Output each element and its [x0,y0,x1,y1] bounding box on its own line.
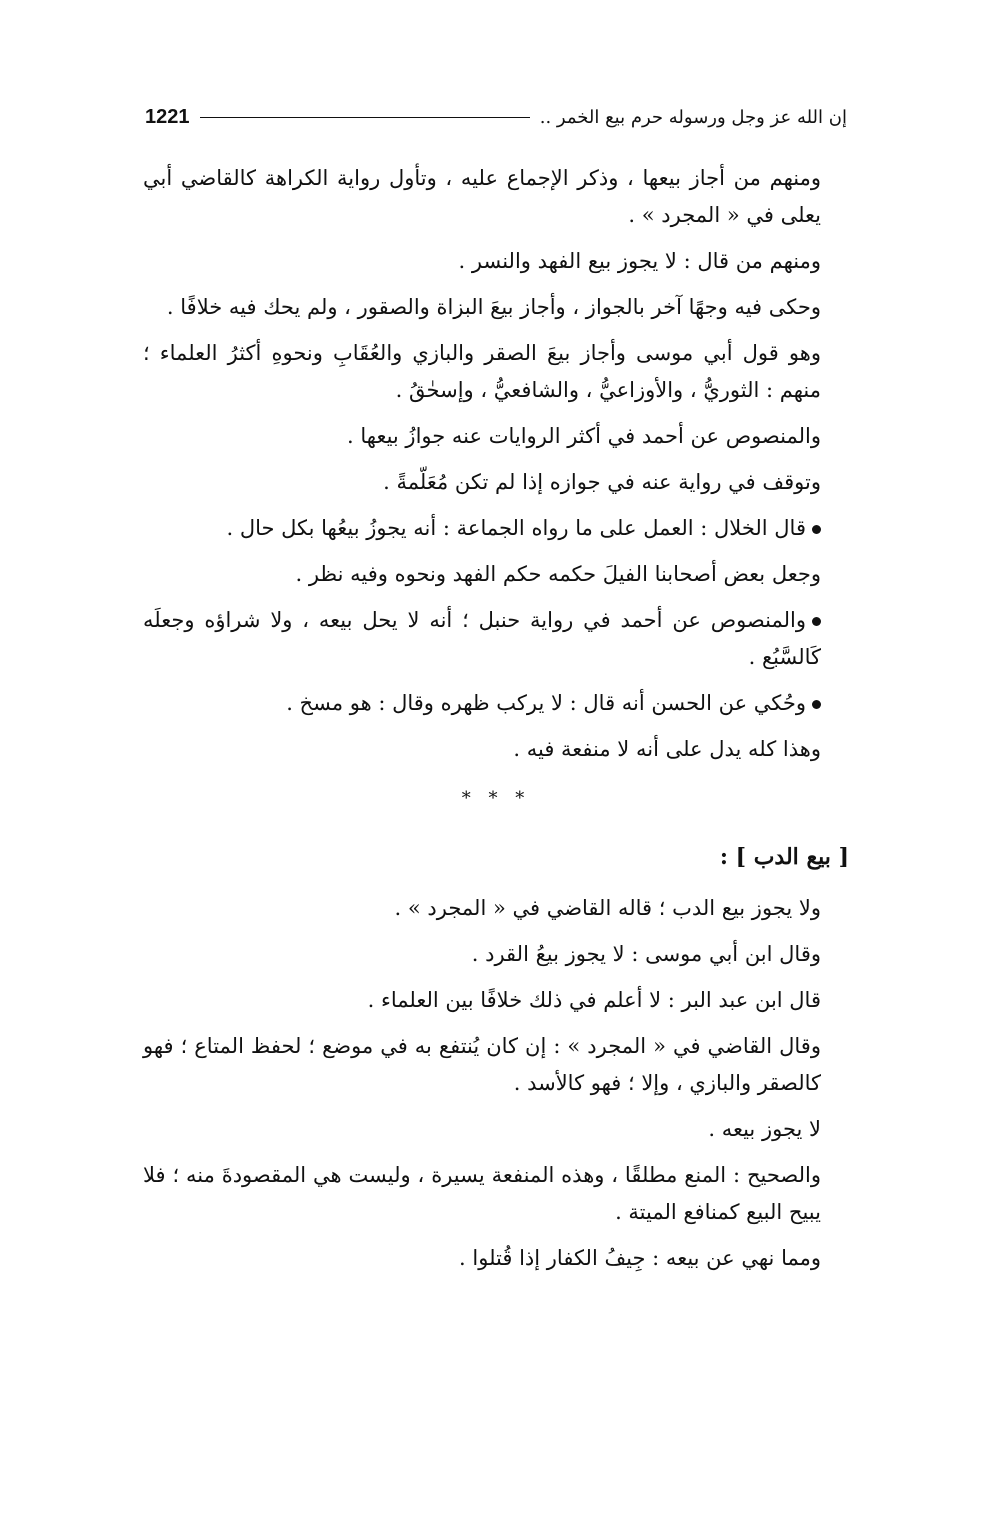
paragraph-text: وجعل بعض أصحابنا الفيلَ حكمه حكم الفهد ونحوه وفيه نظر . [295,562,821,586]
section-heading: [ بيع الدب ] : [719,844,849,870]
paragraph-text: قال ابن عبد البر : لا أعلم في ذلك خلافًا بين العلماء . [367,988,821,1012]
paragraph [143,602,849,676]
paragraph-text: ومما نهي عن بيعه : جِيفُ الكفار إذا قُتلوا . [459,1246,821,1270]
paragraph [143,982,849,1019]
paragraph [143,289,849,326]
paragraph [143,510,849,547]
paragraph-text: ومنهم من قال : لا يجوز بيع الفهد والنسر . [458,249,821,273]
paragraph-text: وتوقف في رواية عنه في جوازه إذا لم تكن مُعَلّمةً . [383,470,821,494]
paragraph-text: وقال ابن أبي موسى : لا يجوز بيعُ القرد . [471,942,821,966]
paragraph [143,1157,849,1231]
bullet-icon [812,617,821,626]
page-body [143,160,849,1286]
paragraph [143,936,849,973]
paragraph [143,1111,849,1148]
running-header [145,100,847,134]
paragraph [143,1028,849,1102]
paragraph-text: ولا يجوز بيع الدب ؛ قاله القاضي في « المجرد » . [394,896,821,920]
paragraph [143,731,849,768]
paragraph-text: وهو قول أبي موسى وأجاز بيعَ الصقر والبازي والعُقَابِ ونحوهِ أكثرُ العلماء ؛ منهم : الثوريُّ ، والأوزاعيُّ ، والشافعيُّ ، وإسحٰقُ . [143,341,821,402]
paragraph-text: والمنصوص عن أحمد في أكثر الروايات عنه جوازُ بيعها . [347,424,821,448]
bullet-icon [812,525,821,534]
paragraph-text: قال الخلال : العمل على ما رواه الجماعة : أنه يجوزُ بيعُها بكل حال . [226,516,806,540]
paragraph [143,335,849,409]
paragraph-text: لا يجوز بيعه . [708,1117,821,1141]
paragraph-text: والصحيح : المنع مطلقًا ، وهذه المنفعة يسيرة ، وليست هي المقصودةَ منه ؛ فلا يبيح البيع كمنافع الميتة . [143,1163,821,1224]
page-number: 1221 [145,105,190,128]
paragraph-text: وقال القاضي في « المجرد » : إن كان يُنتفع به في موضع ؛ لحفظ المتاع ؛ فهو كالصقر والبازي ، وإلا ؛ فهو كالأسد . [143,1034,821,1095]
paragraph [143,685,849,722]
paragraph-group-1 [143,160,849,768]
paragraph [143,464,849,501]
paragraph [143,418,849,455]
paragraph-text: والمنصوص عن أحمد في رواية حنبل ؛ أنه لا يحل بيعه ، ولا شراؤه وجعلَه كَالسَّبُع . [143,608,821,669]
paragraph [143,556,849,593]
bullet-icon [812,700,821,709]
paragraph-text: وحكى فيه وجهًا آخر بالجواز ، وأجاز بيعَ البزاة والصقور ، ولم يحك فيه خلافًا . [166,295,821,319]
paragraph-group-2 [143,890,849,1277]
paragraph [143,160,849,234]
paragraph-text: ومنهم من أجاز بيعها ، وذكر الإجماع عليه ، وتأول رواية الكراهة كالقاضي أبي يعلى في « المجرد » . [143,166,821,227]
paragraph-text: وهذا كله يدل على أنه لا منفعة فيه . [513,737,821,761]
paragraph-text: وحُكي عن الحسن أنه قال : لا يركب ظهره وقال : هو مسخ . [286,691,806,715]
running-title: إن الله عز وجل ورسوله حرم بيع الخمر .. [539,106,847,128]
paragraph [143,1240,849,1277]
header-rule [200,117,530,118]
section-separator: * * * [461,788,531,809]
paragraph [143,243,849,280]
paragraph [143,890,849,927]
